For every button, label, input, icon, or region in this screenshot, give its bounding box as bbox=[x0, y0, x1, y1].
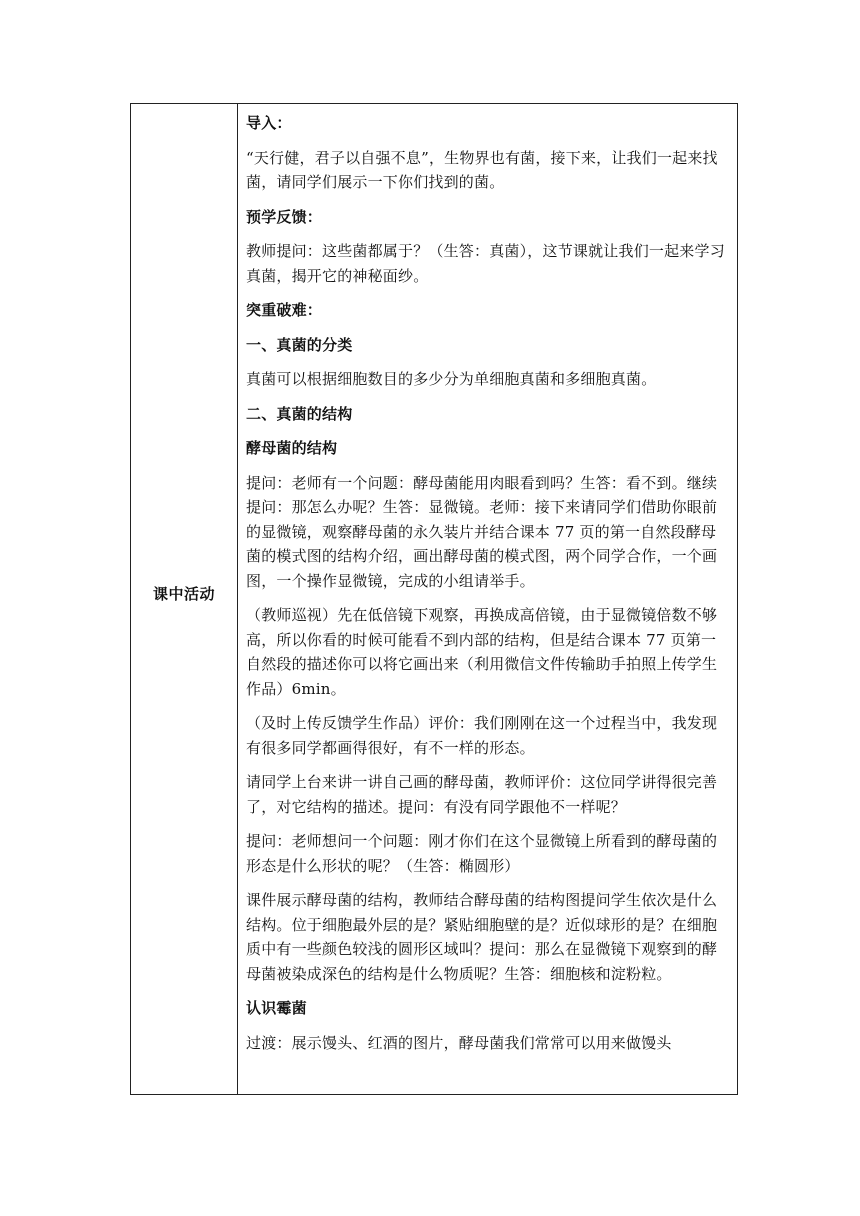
body-paragraph: 请同学上台来讲一讲自己画的酵母菌，教师评价：这位同学讲得很完善了，对它结构的描述。提问：有没有同学跟他不一样呢？ bbox=[246, 773, 718, 816]
body-paragraph: 提问：老师有一个问题：酵母菌能用肉眼看到吗？生答：看不到。继续提问：那怎么办呢？生答：显微镜。老师：接下来请同学们借助你眼前的显微镜，观察酵母菌的永久装片并结合课本 77 页的第一自然段酵母菌的模式图的结构介绍，画出酵母菌的模式图，两个同学合作，一个画图，一个操作显微镜，完成的小组请举手。 bbox=[246, 473, 718, 590]
section-heading: 导入： bbox=[246, 114, 292, 132]
section-heading: 预学反馈： bbox=[246, 207, 323, 226]
body-paragraph: 过渡：展示馒头、红酒的图片，酵母菌我们常常可以用来做馒头 bbox=[246, 1033, 672, 1052]
body-paragraph: 教师提问：这些菌都属于？（生答：真菌），这节课就让我们一起来学习真菌，揭开它的神秘面纱。 bbox=[246, 242, 725, 285]
body-paragraph: 提问：老师想问一个问题：刚才你们在这个显微镜上所看到的酵母菌的形态是什么形状的呢？（生答：椭圆形） bbox=[246, 832, 718, 875]
section-heading: 一、真菌的分类 bbox=[246, 335, 353, 354]
section-heading: 酵母菌的结构 bbox=[246, 439, 338, 457]
body-paragraph: 课件展示酵母菌的结构，教师结合酵母菌的结构图提问学生依次是什么结构。位于细胞最外层的是？紧贴细胞壁的是？近似球形的是？在细胞质中有一些颜色较浅的圆形区域叫？提问：那么在显微镜下观察到的酵母菌被染成深色的结构是什么物质呢？生答：细胞核和淀粉粒。 bbox=[246, 891, 718, 983]
content-cell bbox=[238, 104, 737, 1094]
section-heading: 二、真菌的结构 bbox=[246, 404, 353, 423]
row-label-cell bbox=[131, 104, 238, 1094]
lesson-table bbox=[130, 103, 738, 1095]
section-heading: 突重破难： bbox=[246, 301, 323, 319]
row-label: 课中活动 bbox=[152, 584, 215, 603]
body-paragraph: （及时上传反馈学生作品）评价：我们刚刚在这一个过程当中，我发现有很多同学都画得很好，有不一样的形态。 bbox=[246, 714, 718, 757]
body-paragraph: “天行健，君子以自强不息”，生物界也有菌，接下来，让我们一起来找菌，请同学们展示一下你们找到的菌。 bbox=[246, 148, 718, 191]
body-paragraph: （教师巡视）先在低倍镜下观察，再换成高倍镜，由于显微镜倍数不够高，所以你看的时候可能看不到内部的结构，但是结合课本 77 页第一自然段的描述你可以将它画出来（利用微信文件传输助手拍照上传学生作品）6min。 bbox=[246, 606, 718, 698]
body-paragraph: 真菌可以根据细胞数目的多少分为单细胞真菌和多细胞真菌。 bbox=[246, 370, 657, 388]
section-heading: 认识霉菌 bbox=[246, 999, 307, 1017]
